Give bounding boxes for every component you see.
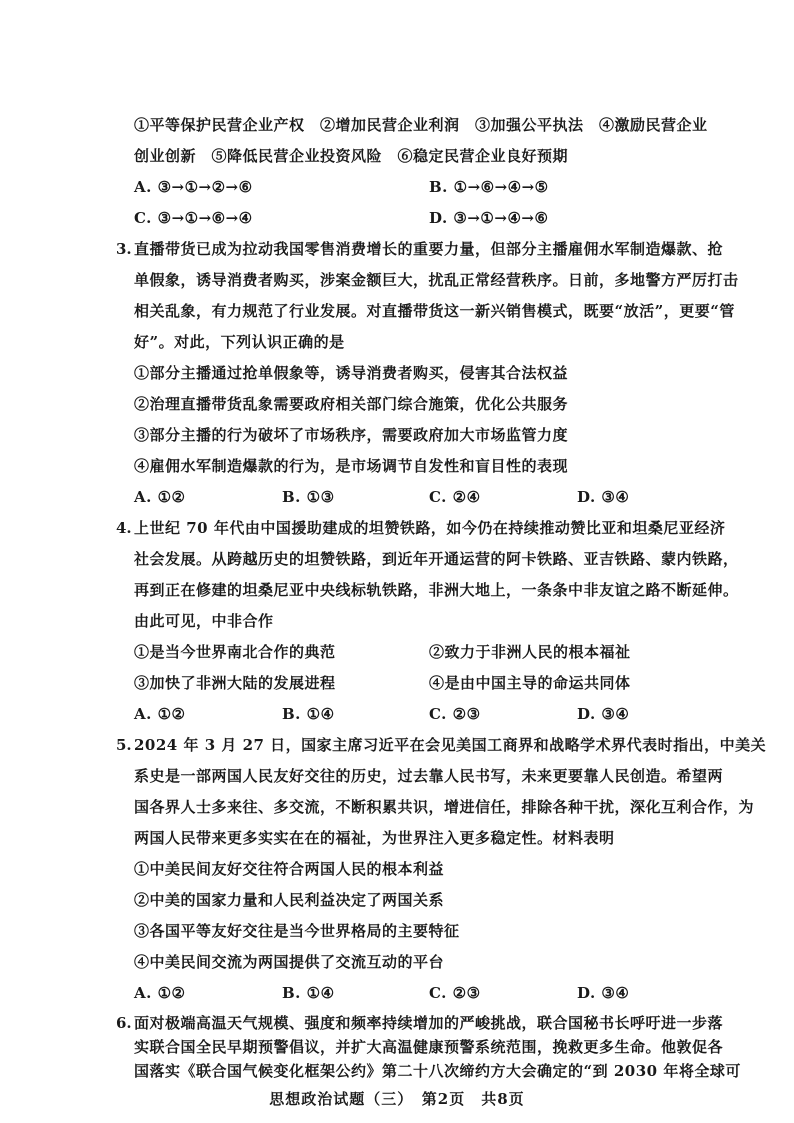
page-footer: 思想政治试题（三） 第2页 共8页 (269, 1090, 525, 1108)
q3-stem-line1: 直播带货已成为拉动我国零售消费增长的重要力量，但部分主播雇佣水军制造爆款、抢 (134, 240, 724, 258)
q5-item-2: ②中美的国家力量和人民利益决定了两国关系 (134, 891, 445, 909)
q3-stem-line3: 相关乱象，有力规范了行业发展。对直播带货这一新兴销售模式，既要“放活”，更要“管 (134, 302, 735, 320)
q6-stem-line2: 实联合国全民早期预警倡议，并扩大高温健康预警系统范围，挽救更多生命。他敦促各 (134, 1038, 724, 1056)
q3-item-4: ④雇佣水军制造爆款的行为，是市场调节自发性和盲目性的表现 (134, 457, 569, 475)
q3-option-a: A. ①② (134, 488, 186, 506)
q4-item-3: ③加快了非洲大陆的发展进程 (134, 674, 336, 692)
q5-number: 5. (116, 736, 132, 754)
q5-stem-line1: 2024 年 3 月 27 日，国家主席习近平在会见美国工商界和战略学术界代表时指出，中美关 (134, 736, 767, 754)
q3-option-d: D. ③④ (577, 488, 630, 506)
q5-stem-line2: 系史是一部两国人民友好交往的历史，过去靠人民书写，未来更要靠人民创造。希望两 (134, 767, 724, 785)
q5-option-b: B. ①④ (282, 984, 335, 1002)
q3-stem-line4: 好”。对此，下列认识正确的是 (134, 333, 345, 351)
q5-stem-line3: 国各界人士多来往、多交流，不断积累共识，增进信任，排除各种干扰，深化互利合作，为 (134, 798, 755, 816)
q4-item-2: ②致力于非洲人民的根本福祉 (429, 643, 631, 661)
q2-choices-line1: ①平等保护民营企业产权 ②增加民营企业利润 ③加强公平执法 ④激励民营企业 (134, 116, 708, 134)
q4-option-a: A. ①② (134, 705, 186, 723)
q2-option-b: B. ①→⑥→④→⑤ (429, 178, 549, 196)
q2-choices-line2: 创业创新 ⑤降低民营企业投资风险 ⑥稳定民营企业良好预期 (134, 147, 569, 165)
q3-option-c: C. ②④ (429, 488, 481, 506)
q4-number: 4. (116, 519, 132, 537)
q5-item-1: ①中美民间友好交往符合两国人民的根本利益 (134, 860, 445, 878)
q5-option-d: D. ③④ (577, 984, 630, 1002)
q2-option-d: D. ③→①→④→⑥ (429, 209, 549, 227)
q2-option-a: A. ③→①→②→⑥ (134, 178, 253, 196)
q4-option-b: B. ①④ (282, 705, 335, 723)
q3-item-1: ①部分主播通过抢单假象等，诱导消费者购买，侵害其合法权益 (134, 364, 569, 382)
q5-item-3: ③各国平等友好交往是当今世界格局的主要特征 (134, 922, 460, 940)
q3-item-2: ②治理直播带货乱象需要政府相关部门综合施策，优化公共服务 (134, 395, 569, 413)
q4-item-4: ④是由中国主导的命运共同体 (429, 674, 631, 692)
q3-option-b: B. ①③ (282, 488, 335, 506)
q6-stem-line1: 面对极端高温天气规模、强度和频率持续增加的严峻挑战，联合国秘书长呼吁进一步落 (134, 1014, 724, 1032)
q6-number: 6. (116, 1014, 132, 1032)
q4-stem-line1: 上世纪 70 年代由中国援助建成的坦赞铁路，如今仍在持续推动赞比亚和坦桑尼亚经济 (134, 519, 726, 537)
q3-item-3: ③部分主播的行为破坏了市场秩序，需要政府加大市场监管力度 (134, 426, 569, 444)
q5-option-c: C. ②③ (429, 984, 481, 1002)
q4-option-d: D. ③④ (577, 705, 630, 723)
q4-item-1: ①是当今世界南北合作的典范 (134, 643, 336, 661)
q4-option-c: C. ②③ (429, 705, 481, 723)
q5-stem-line4: 两国人民带来更多实实在在的福祉，为世界注入更多稳定性。材料表明 (134, 829, 615, 847)
q6-stem-line3: 国落实《联合国气候变化框架公约》第二十八次缔约方大会确定的“到 2030 年将全球可 (134, 1062, 741, 1080)
q4-stem-line4: 由此可见，中非合作 (134, 612, 274, 630)
q3-stem-line2: 单假象，诱导消费者购买，涉案金额巨大，扰乱正常经营秩序。日前，多地警方严厉打击 (134, 271, 739, 289)
q2-option-c: C. ③→①→⑥→④ (134, 209, 253, 227)
q5-option-a: A. ①② (134, 984, 186, 1002)
q4-stem-line2: 社会发展。从跨越历史的坦赞铁路，到近年开通运营的阿卡铁路、亚吉铁路、蒙内铁路， (134, 550, 739, 568)
q4-stem-line3: 再到正在修建的坦桑尼亚中央线标轨铁路，非洲大地上，一条条中非友谊之路不断延伸。 (134, 581, 739, 599)
q5-item-4: ④中美民间交流为两国提供了交流互动的平台 (134, 953, 445, 971)
q3-number: 3. (116, 240, 132, 258)
